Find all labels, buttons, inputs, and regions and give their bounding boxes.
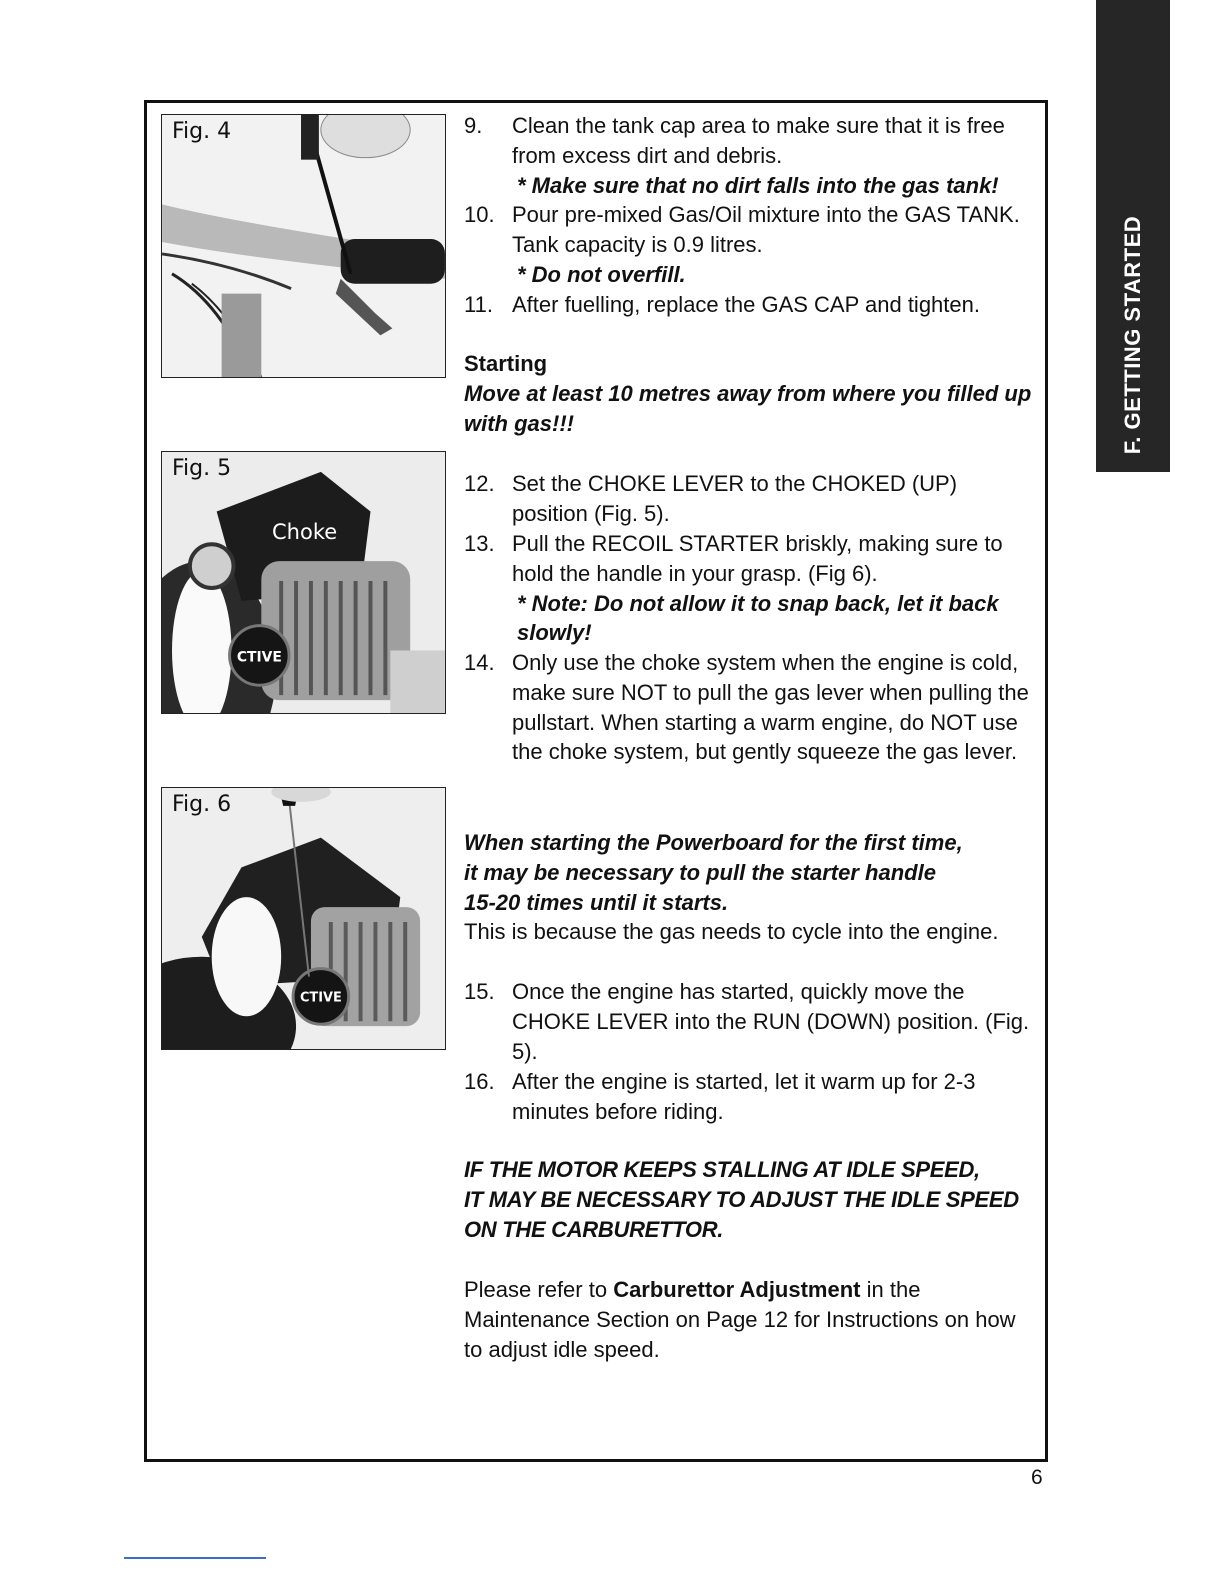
refer-text-before: Please refer to [464, 1277, 614, 1302]
step-note: * Make sure that no dirt falls into the gas tank! [517, 172, 999, 198]
refer-paragraph [464, 1275, 1034, 1364]
step-text: Only use the choke system when the engine is cold, make sure NOT to pull the gas lever when pulling the pullstart. When starting a warm engine, do NOT use the choke system, but gently squeeze the gas lever. [512, 650, 1029, 765]
step-16 [464, 1067, 1034, 1127]
starting-section [464, 349, 1034, 438]
figure-4-label: Fig. 4 [172, 119, 232, 144]
step-text: Once the engine has started, quickly move the CHOKE LEVER into the RUN (DOWN) position. (Fig. 5). [512, 979, 1030, 1064]
figure-6-illustration [162, 788, 445, 1049]
step-number: 13. [464, 531, 495, 556]
first-time-section [464, 828, 1034, 947]
step-12 [464, 469, 1034, 529]
step-note: * Do not overfill. [517, 261, 686, 287]
step-text: Pour pre-mixed Gas/Oil mixture into the GAS TANK. Tank capacity is 0.9 litres. [512, 202, 1020, 257]
first-time-line-1: When starting the Powerboard for the first time, [464, 830, 963, 855]
step-11 [464, 290, 1034, 320]
step-text: Pull the RECOIL STARTER briskly, making sure to hold the handle in your grasp. (Fig 6). [512, 531, 1003, 586]
stalling-line-1: IF THE MOTOR KEEPS STALLING AT IDLE SPEED, [464, 1157, 980, 1182]
step-number: 15. [464, 979, 495, 1004]
svg-text:CTIVE: CTIVE [299, 990, 342, 1006]
footer-rule [124, 1557, 266, 1559]
first-time-line-3: 15-20 times until it starts. [464, 889, 729, 915]
step-text: After fuelling, replace the GAS CAP and tighten. [512, 292, 980, 317]
first-time-explanation: This is because the gas needs to cycle into the engine. [464, 919, 999, 945]
figure-4-illustration [162, 115, 445, 377]
figure-6 [161, 787, 446, 1050]
stalling-line-2: IT MAY BE NECESSARY TO ADJUST THE IDLE SPEED [464, 1186, 1019, 1212]
step-note: * Note: Do not allow it to snap back, let it back slowly! [517, 590, 999, 646]
step-text: Clean the tank cap area to make sure that it is free from excess dirt and debris. [512, 113, 1005, 168]
figure-5 [161, 451, 446, 714]
refer-text-after: in the Maintenance Section on Page 12 for Instructions on how to adjust idle speed. [464, 1277, 1016, 1362]
step-number: 12. [464, 471, 495, 496]
refer-link-text: Carburettor Adjustment [613, 1277, 861, 1302]
stalling-warning [464, 1155, 1034, 1244]
step-10 [464, 200, 1034, 289]
section-tab [1096, 0, 1170, 472]
step-text: Set the CHOKE LEVER to the CHOKED (UP) position (Fig. 5). [512, 471, 958, 526]
starting-heading: Starting [464, 351, 548, 376]
step-number: 11. [464, 292, 493, 317]
page-number: 6 [1031, 1466, 1043, 1489]
step-number: 16. [464, 1069, 495, 1094]
figure-5-illustration [162, 452, 445, 713]
figure-5-label: Fig. 5 [172, 456, 232, 481]
step-number: 9. [464, 113, 483, 138]
step-13 [464, 529, 1034, 648]
stalling-line-3: ON THE CARBURETTOR. [464, 1216, 724, 1242]
step-text: After the engine is started, let it warm up for 2-3 minutes before riding. [512, 1069, 976, 1124]
starting-warning: Move at least 10 metres away from where you filled up with gas!!! [464, 380, 1032, 436]
choke-callout: Choke [272, 520, 338, 544]
step-15 [464, 977, 1034, 1066]
step-number: 10. [464, 202, 495, 227]
svg-text:CTIVE: CTIVE [236, 649, 282, 666]
step-14 [464, 648, 1034, 767]
figure-6-label: Fig. 6 [172, 792, 232, 817]
figure-4 [161, 114, 446, 378]
section-tab-label: F. GETTING STARTED [1120, 215, 1145, 455]
step-number: 14. [464, 650, 495, 675]
first-time-line-2: it may be necessary to pull the starter handle [464, 859, 936, 885]
step-9 [464, 111, 1034, 200]
